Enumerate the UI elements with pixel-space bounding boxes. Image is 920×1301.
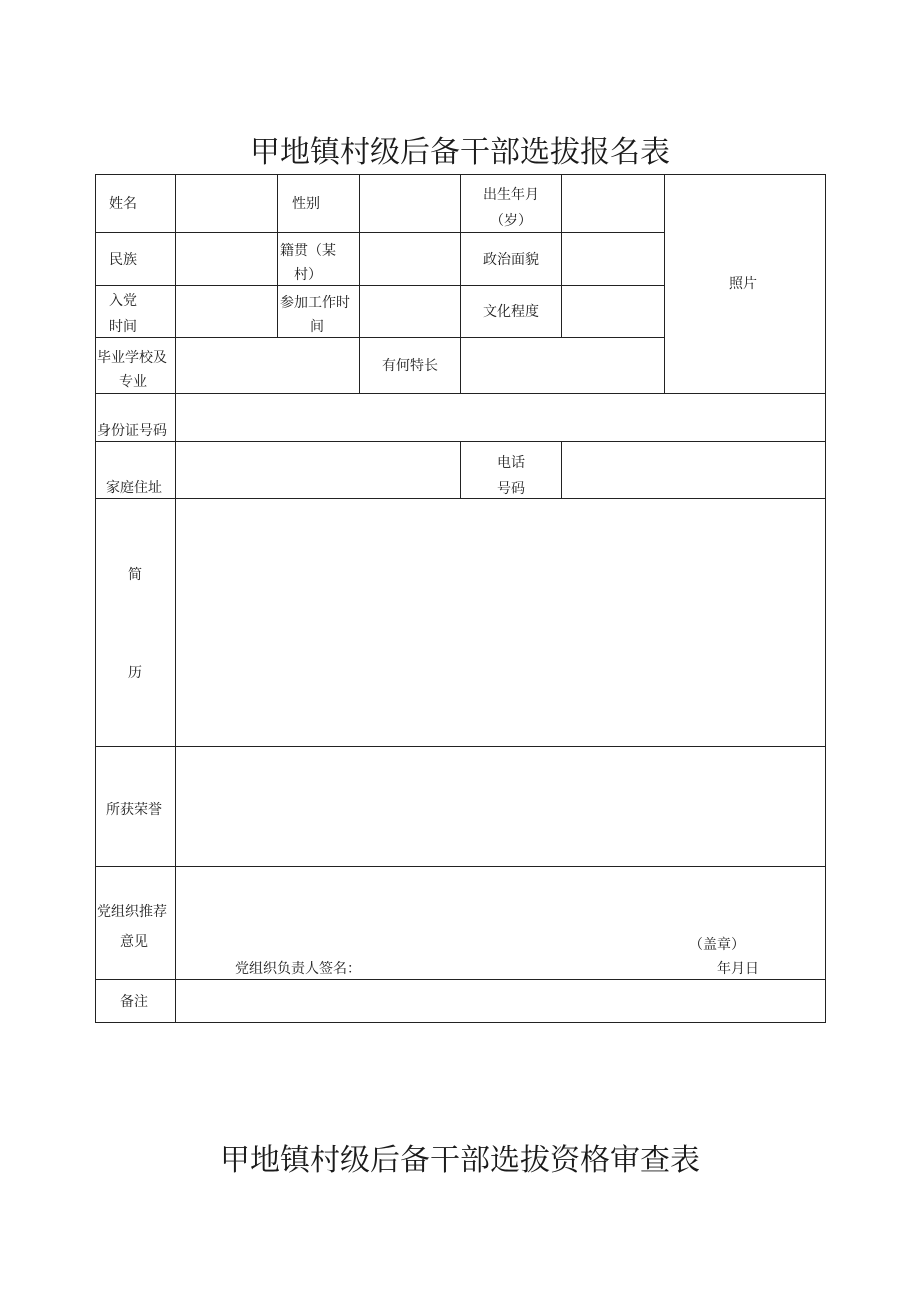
ethnicity-label: 民族	[109, 252, 137, 268]
table-col-line	[277, 174, 278, 338]
signer-label: 党组织负责人签名：	[235, 961, 361, 977]
table-border-left	[95, 174, 96, 1023]
native-place-input[interactable]	[360, 233, 460, 285]
form-title: 甲地镇村级后备干部选拔报名表	[250, 135, 670, 170]
remarks-input[interactable]	[176, 980, 825, 1022]
remarks-label: 备注	[120, 994, 148, 1010]
school-major-input[interactable]	[176, 338, 359, 393]
party-join-label-2: 时间	[109, 319, 137, 335]
political-status-label: 政治面貌	[483, 252, 539, 268]
seal-label: （盖章）	[689, 937, 745, 953]
specialty-input[interactable]	[461, 338, 664, 393]
native-place-label: 籍贯（某	[280, 243, 336, 259]
birth-age-label: （岁）	[490, 213, 532, 229]
name-label: 姓名	[109, 196, 137, 212]
work-start-label-2: 间	[310, 319, 324, 335]
address-input[interactable]	[176, 442, 460, 498]
review-form-title: 甲地镇村级后备干部选拔资格审查表	[220, 1143, 700, 1178]
school-major-label: 毕业学校及	[97, 350, 167, 366]
id-number-label: 身份证号码	[97, 423, 167, 439]
work-start-label: 参加工作时	[280, 295, 350, 311]
education-label: 文化程度	[483, 304, 539, 320]
honors-input[interactable]	[176, 747, 825, 866]
political-status-input[interactable]	[562, 233, 664, 285]
education-input[interactable]	[562, 286, 664, 337]
registration-form	[95, 174, 825, 1023]
resume-input[interactable]	[176, 499, 825, 746]
table-border-bottom	[95, 1022, 826, 1023]
party-join-date-input[interactable]	[176, 286, 277, 337]
ethnicity-input[interactable]	[176, 233, 277, 285]
birth-label: 出生年月	[483, 187, 539, 203]
phone-label-2: 号码	[497, 481, 525, 497]
resume-label-2: 历	[128, 665, 142, 681]
gender-input[interactable]	[360, 175, 460, 232]
name-input[interactable]	[176, 175, 277, 232]
school-major-label-2: 专业	[119, 374, 147, 390]
id-number-input[interactable]	[176, 394, 825, 441]
photo-label: 照片	[729, 276, 757, 292]
birth-input[interactable]	[562, 175, 664, 232]
specialty-label: 有何特长	[382, 358, 438, 374]
phone-input[interactable]	[562, 442, 825, 498]
phone-label: 电话	[497, 455, 525, 471]
table-border-right	[825, 174, 826, 1023]
party-join-label: 入党	[109, 293, 137, 309]
native-place-label-2: 村）	[294, 267, 322, 283]
date-label: 年月日	[717, 961, 759, 977]
recommendation-label-2: 意见	[120, 934, 148, 950]
gender-label: 性别	[292, 196, 320, 212]
recommendation-label: 党组织推荐	[97, 904, 167, 920]
work-start-date-input[interactable]	[360, 286, 460, 337]
honors-label: 所获荣誉	[106, 802, 162, 818]
resume-label: 简	[128, 567, 142, 583]
address-label: 家庭住址	[106, 480, 162, 496]
